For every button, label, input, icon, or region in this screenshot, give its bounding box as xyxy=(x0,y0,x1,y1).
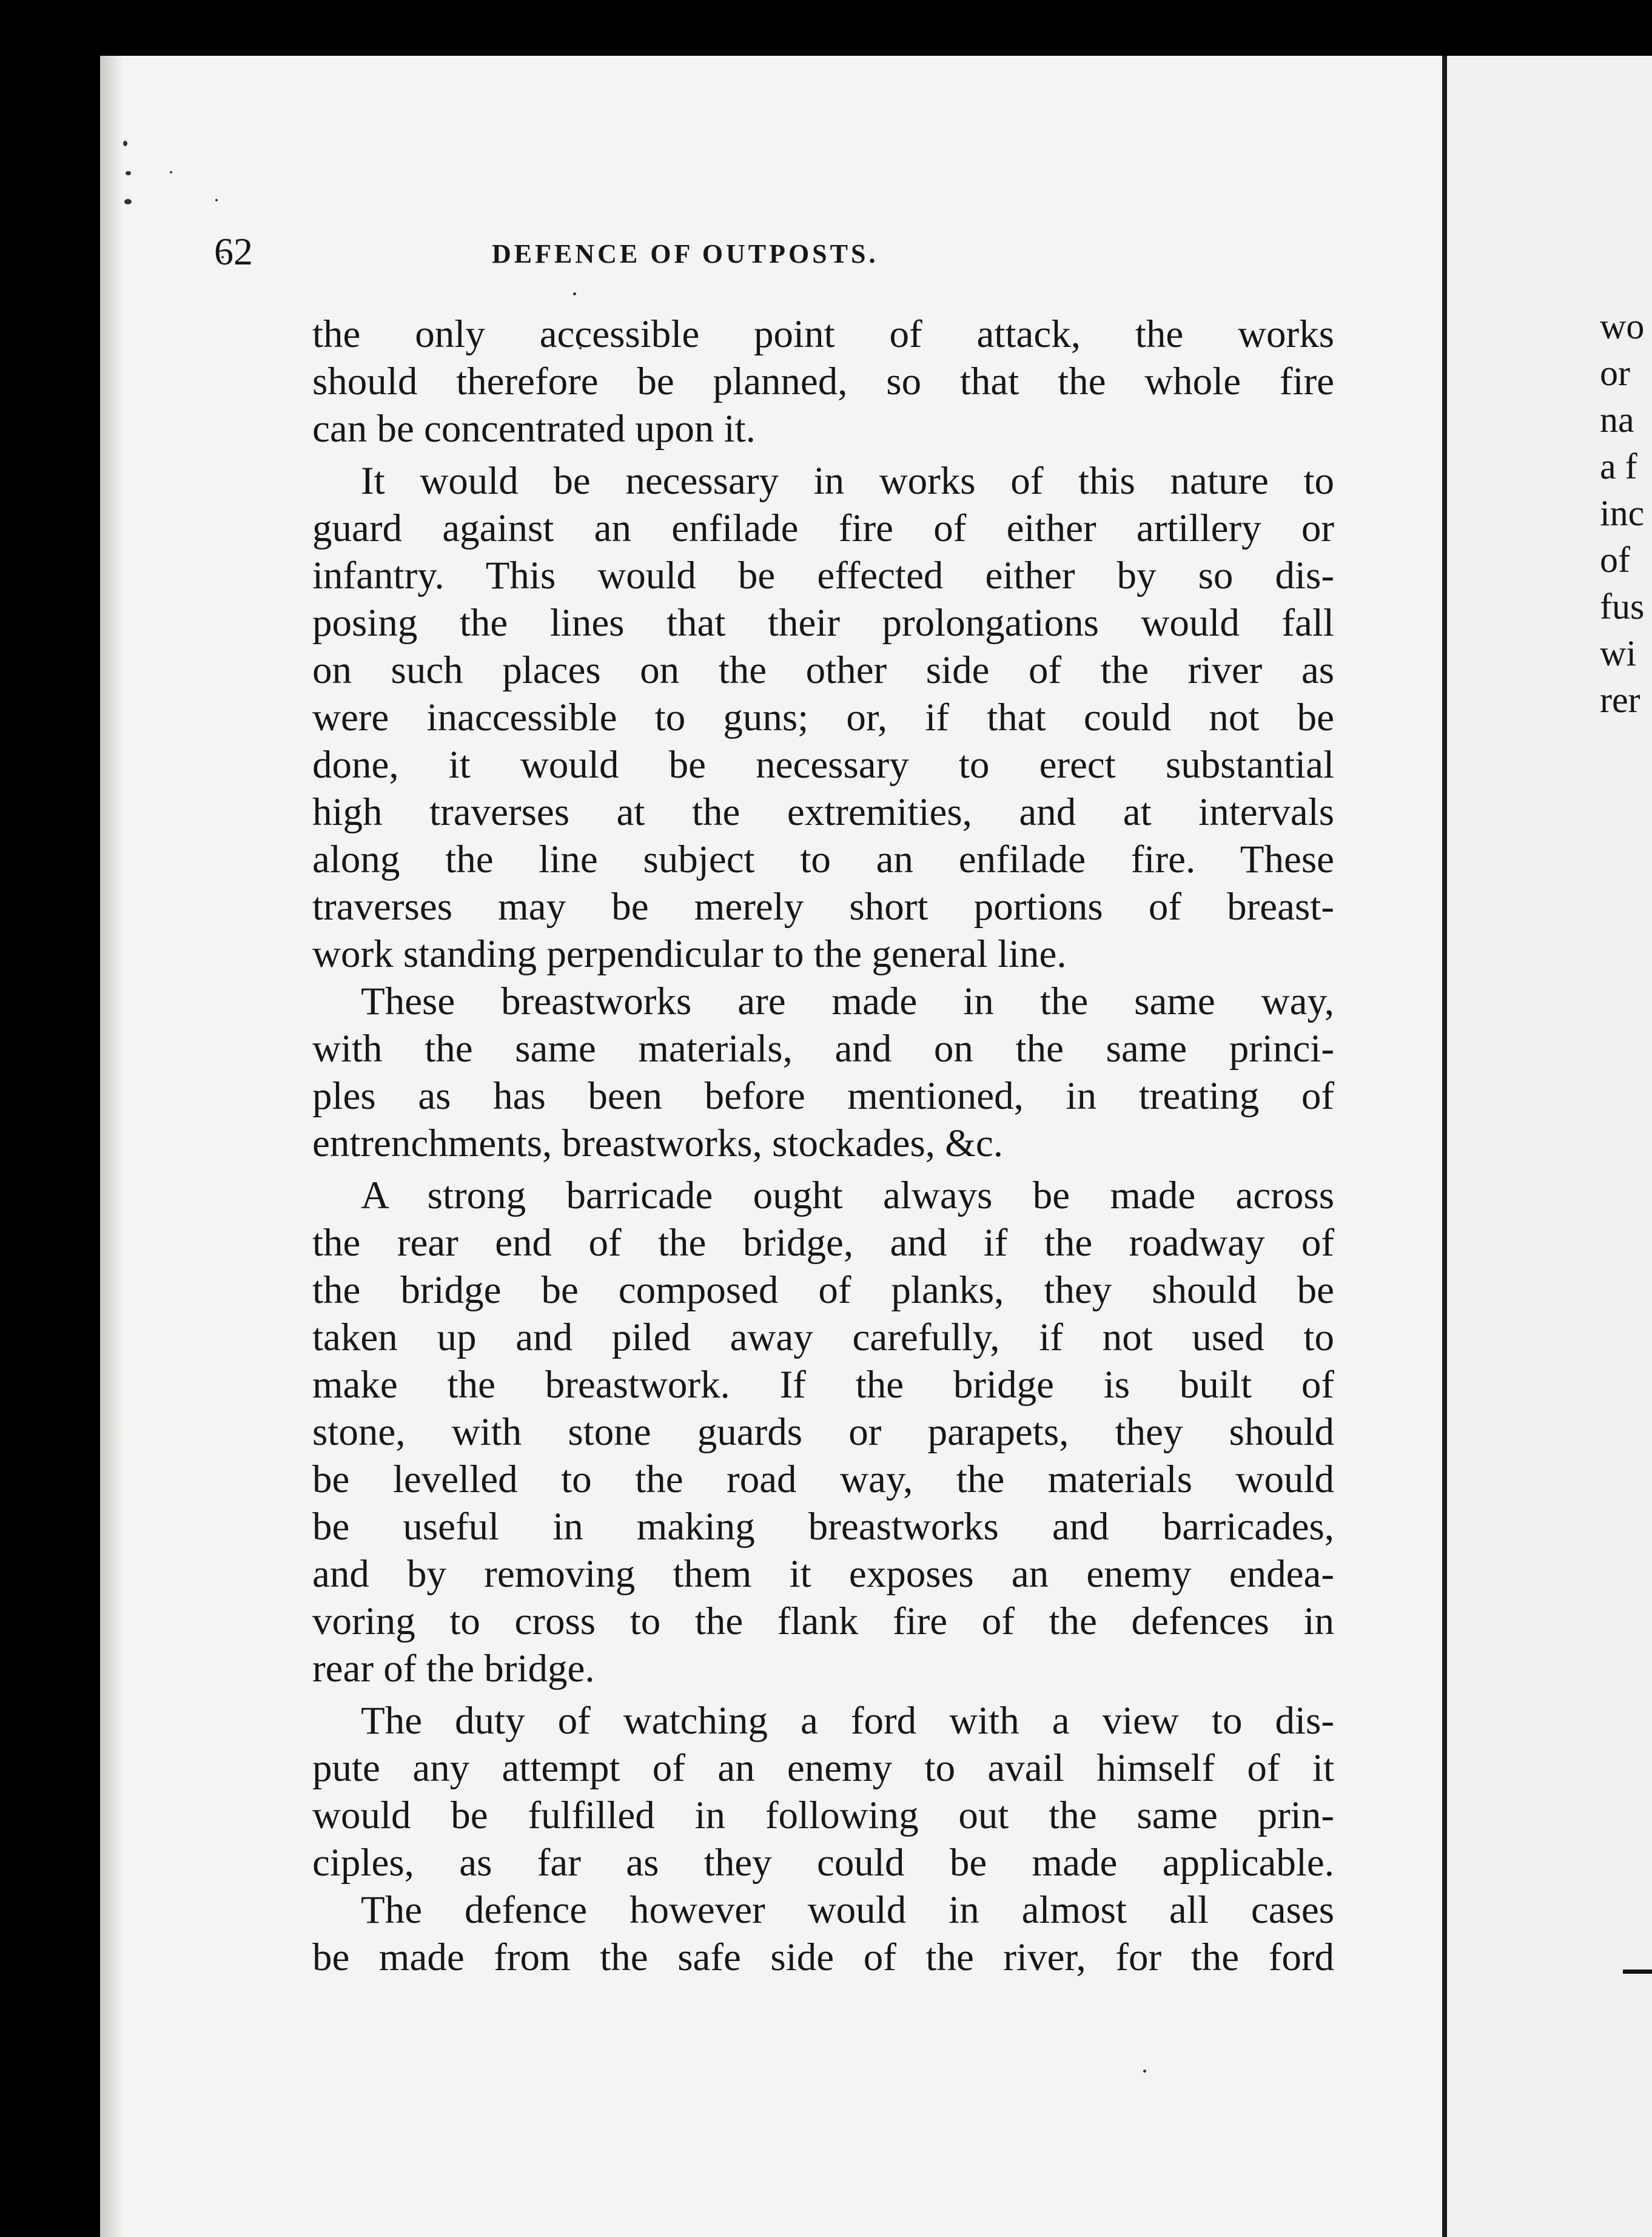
running-title: DEFENCE OF OUTPOSTS. xyxy=(492,239,879,269)
text-fragment: fus xyxy=(1600,587,1645,627)
text-line: The defence however would in almost all cases xyxy=(361,1888,1334,1932)
text-line: high traverses at the extremities, and at intervals xyxy=(312,790,1334,834)
text-line: entrenchments, breastworks, stockades, &c. xyxy=(312,1122,1003,1165)
text-line: be made from the safe side of the river, for the ford xyxy=(312,1936,1334,1979)
text-line: on such places on the other side of the river as xyxy=(312,648,1334,692)
facing-page-text xyxy=(1600,303,1644,724)
text-fragment: wi xyxy=(1600,633,1636,673)
text-line: ciples, as far as they could be made applicable. xyxy=(312,1841,1334,1885)
text-line: and by removing them it exposes an enemy endea- xyxy=(312,1552,1334,1596)
gutter-shadow xyxy=(100,56,123,2237)
text-line: would be fulfilled in following out the same prin- xyxy=(312,1794,1334,1837)
text-line: posing the lines that their prolongations would fall xyxy=(312,601,1334,645)
facing-page xyxy=(1447,56,1652,2237)
page-number: 62 xyxy=(214,230,253,273)
ink-speck xyxy=(215,199,218,201)
text-line: can be concentrated upon it. xyxy=(312,407,756,451)
text-line: ples as has been before mentioned, in treating of xyxy=(312,1074,1334,1118)
text-line: guard against an enfilade fire of either artillery or xyxy=(312,506,1334,550)
text-line: The duty of watching a ford with a view to dis- xyxy=(361,1699,1334,1743)
text-line: make the breastwork. If the bridge is built of xyxy=(312,1363,1334,1407)
text-line: traverses may be merely short portions of breast- xyxy=(312,885,1334,929)
text-fragment: a f xyxy=(1600,446,1637,486)
body-text xyxy=(312,311,1334,1981)
ink-speck xyxy=(123,141,127,146)
paragraph-break xyxy=(312,1692,1334,1697)
paragraph-break xyxy=(312,452,1334,457)
text-fragment: or xyxy=(1600,353,1630,393)
text-line: the only accessible point of attack, the works xyxy=(312,312,1334,356)
text-line: stone, with stone guards or parapets, they should xyxy=(312,1410,1334,1454)
ink-speck xyxy=(170,171,172,173)
paragraph-break xyxy=(312,1167,1334,1172)
text-line: be levelled to the road way, the materials would xyxy=(312,1458,1334,1501)
text-line: pute any attempt of an enemy to avail himself of it xyxy=(312,1746,1334,1790)
text-line: the bridge be composed of planks, they should be xyxy=(312,1268,1334,1312)
text-fragment: rer xyxy=(1600,680,1640,720)
ink-speck xyxy=(126,171,131,175)
rule-mark xyxy=(1623,1970,1652,1974)
text-line: done, it would be necessary to erect substantial xyxy=(312,743,1334,787)
text-line: A strong barricade ought always be made across xyxy=(361,1174,1334,1217)
text-line: along the line subject to an enfilade fire. These xyxy=(312,838,1334,881)
ink-speck xyxy=(1143,2070,1146,2073)
text-line: with the same materials, and on the same princi- xyxy=(312,1027,1334,1071)
text-fragment: na xyxy=(1600,400,1634,440)
text-fragment: wo xyxy=(1600,306,1645,346)
text-line: were inaccessible to guns; or, if that could not be xyxy=(312,696,1334,739)
text-fragment: inc xyxy=(1600,493,1645,533)
text-line: work standing perpendicular to the general line. xyxy=(312,932,1067,976)
text-line: infantry. This would be effected either by so dis- xyxy=(312,554,1334,597)
text-fragment: of xyxy=(1600,540,1630,580)
text-line: should therefore be planned, so that the whole fire xyxy=(312,360,1334,403)
text-line: It would be necessary in works of this nature to xyxy=(361,459,1334,503)
text-line: be useful in making breastworks and barricades, xyxy=(312,1505,1334,1549)
page-fold xyxy=(1442,56,1447,2237)
ink-speck xyxy=(573,292,576,295)
ink-speck xyxy=(124,199,132,204)
text-line: These breastworks are made in the same way, xyxy=(361,980,1334,1023)
text-line: taken up and piled away carefully, if not used to xyxy=(312,1316,1334,1359)
running-head xyxy=(214,224,1075,279)
text-line: rear of the bridge. xyxy=(312,1647,595,1690)
text-line: the rear end of the bridge, and if the roadway of xyxy=(312,1221,1334,1265)
text-line: voring to cross to the flank fire of the defences in xyxy=(312,1600,1334,1643)
